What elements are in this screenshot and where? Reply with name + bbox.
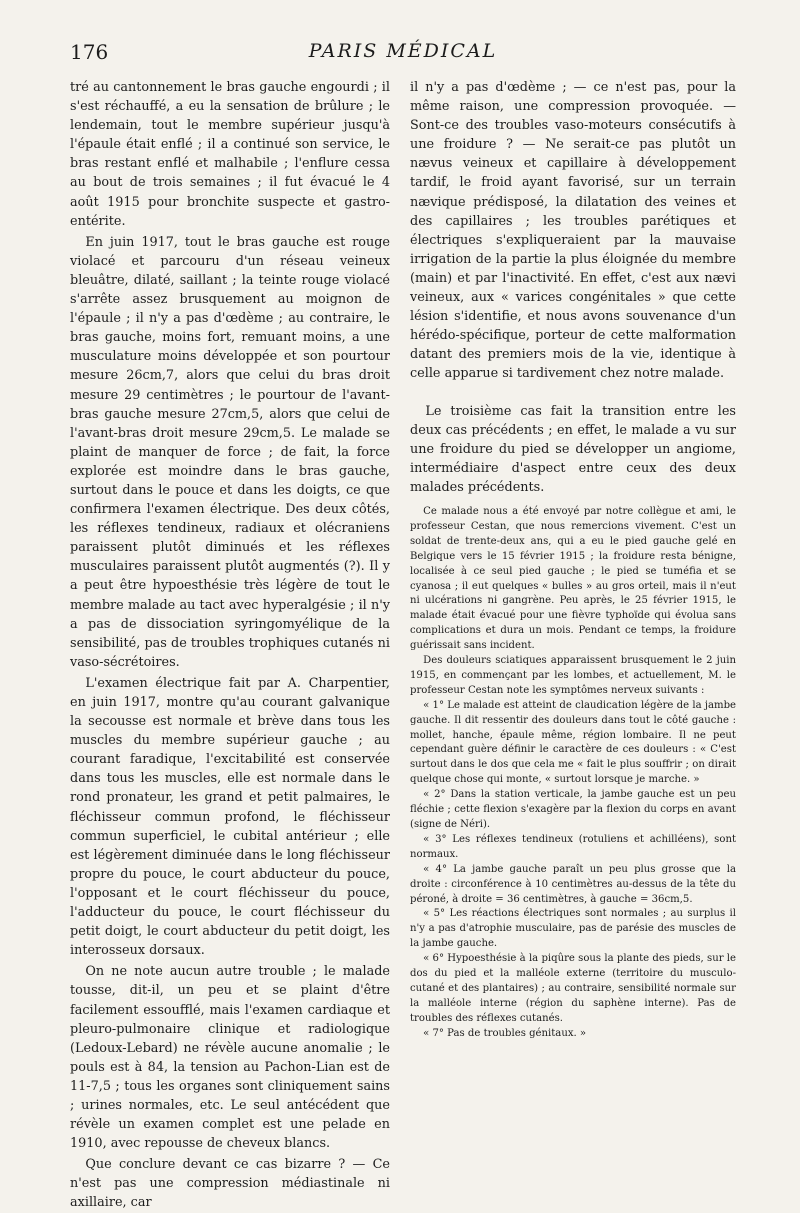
running-title: PARIS MÉDICAL — [308, 40, 498, 62]
paragraph: On ne note aucun autre trouble ; le malade tousse, dit-il, un peu et se plaint d'être facilement essoufflé, mais l'examen cardiaque et pleuro-pulmonaire clinique et radiologique (Ledoux-Lebard) ne révèle aucune anomalie ; le pouls est à 84, la tension au Pachon-Lian est de 11-7,5 ; tous les organes sont cliniquement sains ; urines normales, etc. Le seul antécédent que révèle un examen complet est une pelade en 1910, avec repousse de cheveux blancs. — [70, 964, 390, 1152]
paragraph: Le troisième cas fait la transition entre les deux cas précédents ; en effet, le malade a vu sur une froidure du pied se développer un angiome, intermédiaire d'aspect entre ceux des deux malades précédents. — [410, 403, 736, 495]
page-number: 176 — [70, 40, 109, 64]
case-note: « 4° La jambe gauche paraît un peu plus grosse que la droite : circonférence à 10 centimètres au-dessus de la tête du péroné, à droite = 36 centimètres, à gauche = 36cm,5. — [410, 863, 736, 905]
case-note: Ce malade nous a été envoyé par notre collègue et ami, le professeur Cestan, que nous remercions vivement. C'est un soldat de trente-deux ans, qui a eu le pied gauche gelé en Belgique vers le 15 février 1915 ; la froidure resta bénigne, localisée à ce seul pied gauche ; le pied se tuméfia et se cyanosa ; il eut quelques « bulles » au gros orteil, mais il n'eut ni ulcérations ni gangrène. Peu après, le 25 février 1915, le malade était évacué pour une fièvre typhoïde qui évolua sans complications et dura un mois. Pendant ce temps, la froidure guérissait sans incident. — [410, 505, 736, 652]
paragraph: tré au cantonnement le bras gauche engourdi ; il s'est réchauffé, a eu la sensation de brûlure ; le lendemain, tout le membre supérieur jusqu'à l'épaule était enflé ; il a continué son service, le bras restant enflé et malhabile ; l'enflure cessa au bout de trois semaines ; il fut évacué le 4 août 1915 pour bronchite suspecte et gastro-entérite. — [70, 80, 390, 229]
case-note: « 2° Dans la station verticale, la jambe gauche est un peu fléchie ; cette flexion s'exagère par la flexion du corps en avant (signe de Néri). — [410, 789, 736, 830]
paragraph: En juin 1917, tout le bras gauche est rouge violacé et parcouru d'un réseau veineux bleuâtre, dilaté, saillant ; la teinte rouge violacé s'arrête assez brusquement au moignon de l'épaule ; il n'y a pas d'œdème ; au contraire, le bras gauche, moins fort, remuant moins, a une musculature moins développée et son pourtour mesure 26cm,7, alors que celui du bras droit mesure 29 centimètres ; le pourtour de l'avant-bras gauche mesure 27cm,5, alors que celui de l'avant-bras droit mesure 29cm,5. Le malade se plaint de manquer de force ; de fait, la force explorée est moindre dans le bras gauche, surtout dans le pouce et dans les doigts, ce que confirmera l'examen électrique. Des deux côtés, les réflexes tendineux, radiaux et olécraniens paraissent plutôt diminués et les réflexes musculaires paraissent plutôt augmentés (?). Il y a peut être hypoesthésie très légère de tout le membre malade au tact avec hyperalgésie ; il n'y a pas de dissociation syringomyélique de la sensibilité, pas de troubles trophiques cutanés ni vaso-sécrétoires. — [70, 234, 390, 670]
right-column — [410, 78, 736, 1042]
paragraph: L'examen électrique fait par A. Charpentier, en juin 1917, montre qu'au courant galvanique la secousse est normale et brève dans tous les muscles du membre supérieur gauche ; au courant faradique, l'excitabilité est conservée dans tous les muscles, elle est normale dans le rond pronateur, les grand et petit palmaires, le fléchisseur commun profond, le fléchisseur commun superficiel, le cubital antérieur ; elle est légèrement diminuée dans le long fléchisseur propre du pouce, le court abducteur du pouce, l'opposant et le court fléchisseur du pouce, l'adducteur du pouce, le court fléchisseur du petit doigt, le court abducteur du petit doigt, les interosseux dorsaux. — [70, 675, 390, 959]
case-note: « 6° Hypoesthésie à la piqûre sous la plante des pieds, sur le dos du pied et la malléole externe (territoire du musculo-cutané et des plantaires) ; au contraire, sensibilité normale sur la malléole interne (région du saphène interne). Pas de troubles des réflexes cutanés. — [410, 953, 736, 1024]
left-column — [70, 78, 390, 1213]
paragraph: Que conclure devant ce cas bizarre ? — Ce n'est pas une compression médiastinale ni axillaire, car — [70, 1157, 390, 1211]
paragraph: il n'y a pas d'œdème ; — ce n'est pas, pour la même raison, une compression provoquée. — Sont-ce des troubles vaso-moteurs consécutifs à une froidure ? — Ne serait-ce pas plutôt un nævus veineux et capillaire à développement tardif, le froid ayant favorisé, sur un terrain nævique prédisposé, la dilatation des veines et des capillaires ; les troubles parétiques et électriques s'expliqueraient par la mauvaise irrigation de la partie la plus éloignée du membre (main) et par l'inactivité. En effet, c'est aux nævi veineux, aux « varices congénitales » que cette lésion s'identifie, et nous avons souvenance d'un hérédo-spécifique, porteur de cette malformation datant des premiers mois de la vie, identique à celle apparue si tardivement chez notre malade. — [410, 80, 736, 382]
case-note: « 3° Les réflexes tendineux (rotuliens et achilléens), sont normaux. — [410, 833, 736, 860]
case-note: « 1° Le malade est atteint de claudication légère de la jambe gauche. Il dit ressentir des douleurs dans tout le côté gauche : mollet, hanche, épaule même, région lombaire. Il ne peut cependant guère définir le caractère de ces douleurs : « C'est surtout dans le dos que cela me « fait le plus souffrir ; on dirait quelque chose qui monte, « surtout lorsque je marche. » — [410, 699, 736, 786]
case-note: « 7° Pas de troubles génitaux. » — [423, 1027, 587, 1039]
case-note: Des douleurs sciatiques apparaissent brusquement le 2 juin 1915, en commençant par les lombes, et actuellement, M. le professeur Cestan note les symptômes nerveux suivants : — [410, 655, 736, 696]
case-note: « 5° Les réactions électriques sont normales ; au surplus il n'y a pas d'atrophie musculaire, pas de parésie des muscles de la jambe gauche. — [410, 908, 736, 950]
page-header — [70, 40, 736, 70]
